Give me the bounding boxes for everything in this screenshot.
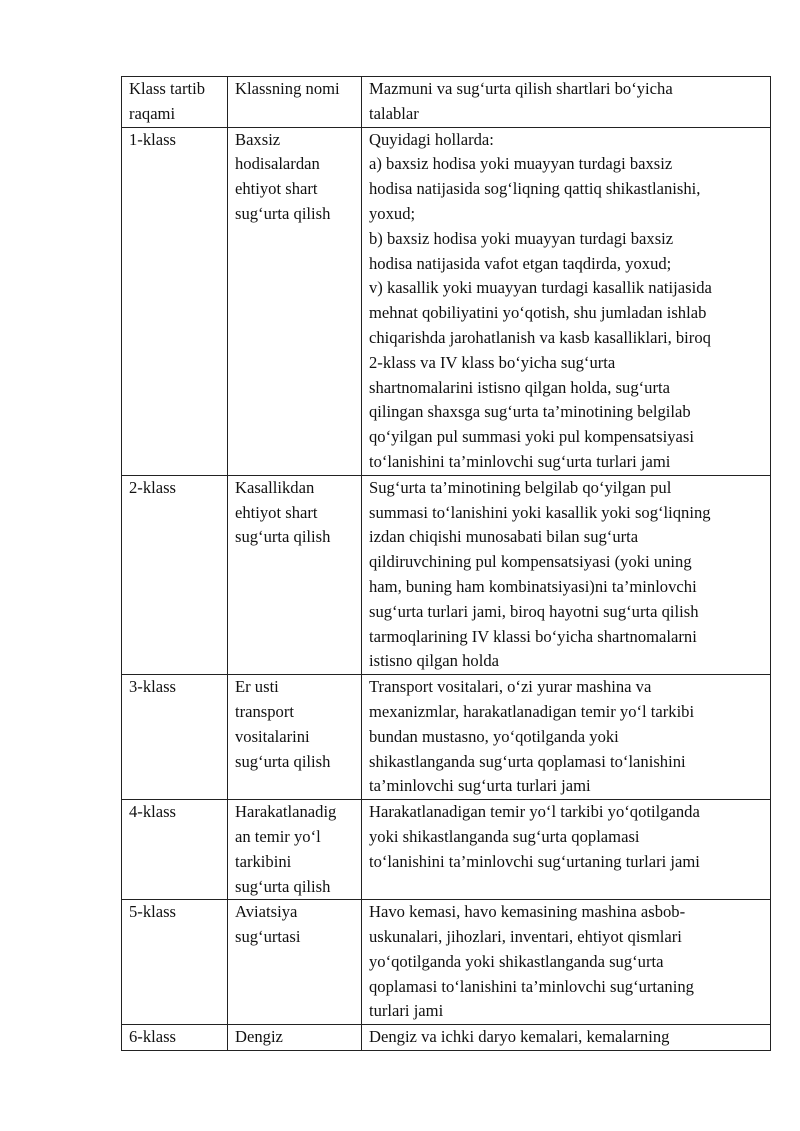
table-row <box>122 1025 771 1051</box>
class-content-cell: Harakatlanadigan temir yo‘l tarkibi yo‘qotilganda yoki shikastlanganda sug‘urta qoplamasi to‘lanishini ta’minlovchi sug‘urtaning turlari jami <box>362 800 771 900</box>
class-name-cell: Kasallikdan ehtiyot shart sug‘urta qilish <box>228 475 362 674</box>
table-header-row <box>122 77 771 128</box>
class-content-cell: Quyidagi hollarda: a) baxsiz hodisa yoki muayyan turdagi baxsiz hodisa natijasida sog‘liqning qattiq shikastlanishi, yoxud; b) baxsiz hodisa yoki muayyan turdagi baxsiz hodisa natijasida vafot etgan taqdirda, yoxud; v) kasallik yoki muayyan turdagi kasallik natijasida mehnat qobiliyatini yo‘qotish, shu jumladan ishlab chiqarishda jarohatlanish va kasb kasalliklari, biroq 2-klass va IV klass bo‘yicha sug‘urta shartnomalarini istisno qilgan holda, sug‘urta qilingan shaxsga sug‘urta ta’minotining belgilab qo‘yilgan pul summasi yoki pul kompensatsiyasi to‘lanishini ta’minlovchi sug‘urta turlari jami <box>362 127 771 475</box>
class-number-cell: 4-klass <box>122 800 228 900</box>
class-content-cell: Sug‘urta ta’minotining belgilab qo‘yilgan pul summasi to‘lanishini yoki kasallik yoki sog‘liqning izdan chiqishi munosabati bilan sug‘urta qildiruvchining pul kompensatsiyasi (yoki uning ham, buning ham kombinatsiyasi)ni ta’minlovchi sug‘urta turlari jami, biroq hayotni sug‘urta qilish tarmoqlarining IV klassi bo‘yicha shartnomalarni istisno qilgan holda <box>362 475 771 674</box>
class-content-cell: Transport vositalari, o‘zi yurar mashina va mexanizmlar, harakatlanadigan temir yo‘l tarkibi bundan mustasno, yo‘qotilganda yoki shikastlanganda sug‘urta qoplamasi to‘lanishini ta’minlovchi sug‘urta turlari jami <box>362 675 771 800</box>
class-name-cell: Aviatsiya sug‘urtasi <box>228 900 362 1025</box>
class-name-cell: Harakatlanadig an temir yo‘l tarkibini sug‘urta qilish <box>228 800 362 900</box>
table-row <box>122 475 771 674</box>
header-class-name: Klassning nomi <box>228 77 362 128</box>
class-number-cell: 2-klass <box>122 475 228 674</box>
table-row <box>122 900 771 1025</box>
table-row <box>122 800 771 900</box>
header-requirements: Mazmuni va sug‘urta qilish shartlari bo‘yicha talablar <box>362 77 771 128</box>
table-row <box>122 127 771 475</box>
class-number-cell: 6-klass <box>122 1025 228 1051</box>
class-content-cell: Dengiz va ichki daryo kemalari, kemalarning <box>362 1025 771 1051</box>
header-class-number: Klass tartib raqami <box>122 77 228 128</box>
class-number-cell: 5-klass <box>122 900 228 1025</box>
class-number-cell: 3-klass <box>122 675 228 800</box>
class-content-cell: Havo kemasi, havo kemasining mashina asbob- uskunalari, jihozlari, inventari, ehtiyot qismlari yo‘qotilganda yoki shikastlanganda sug‘urta qoplamasi to‘lanishini ta’minlovchi sug‘urtaning turlari jami <box>362 900 771 1025</box>
class-number-cell: 1-klass <box>122 127 228 475</box>
insurance-classes-table <box>121 76 771 1051</box>
class-name-cell: Dengiz <box>228 1025 362 1051</box>
class-name-cell: Baxsiz hodisalardan ehtiyot shart sug‘urta qilish <box>228 127 362 475</box>
class-name-cell: Er usti transport vositalarini sug‘urta qilish <box>228 675 362 800</box>
table-row <box>122 675 771 800</box>
